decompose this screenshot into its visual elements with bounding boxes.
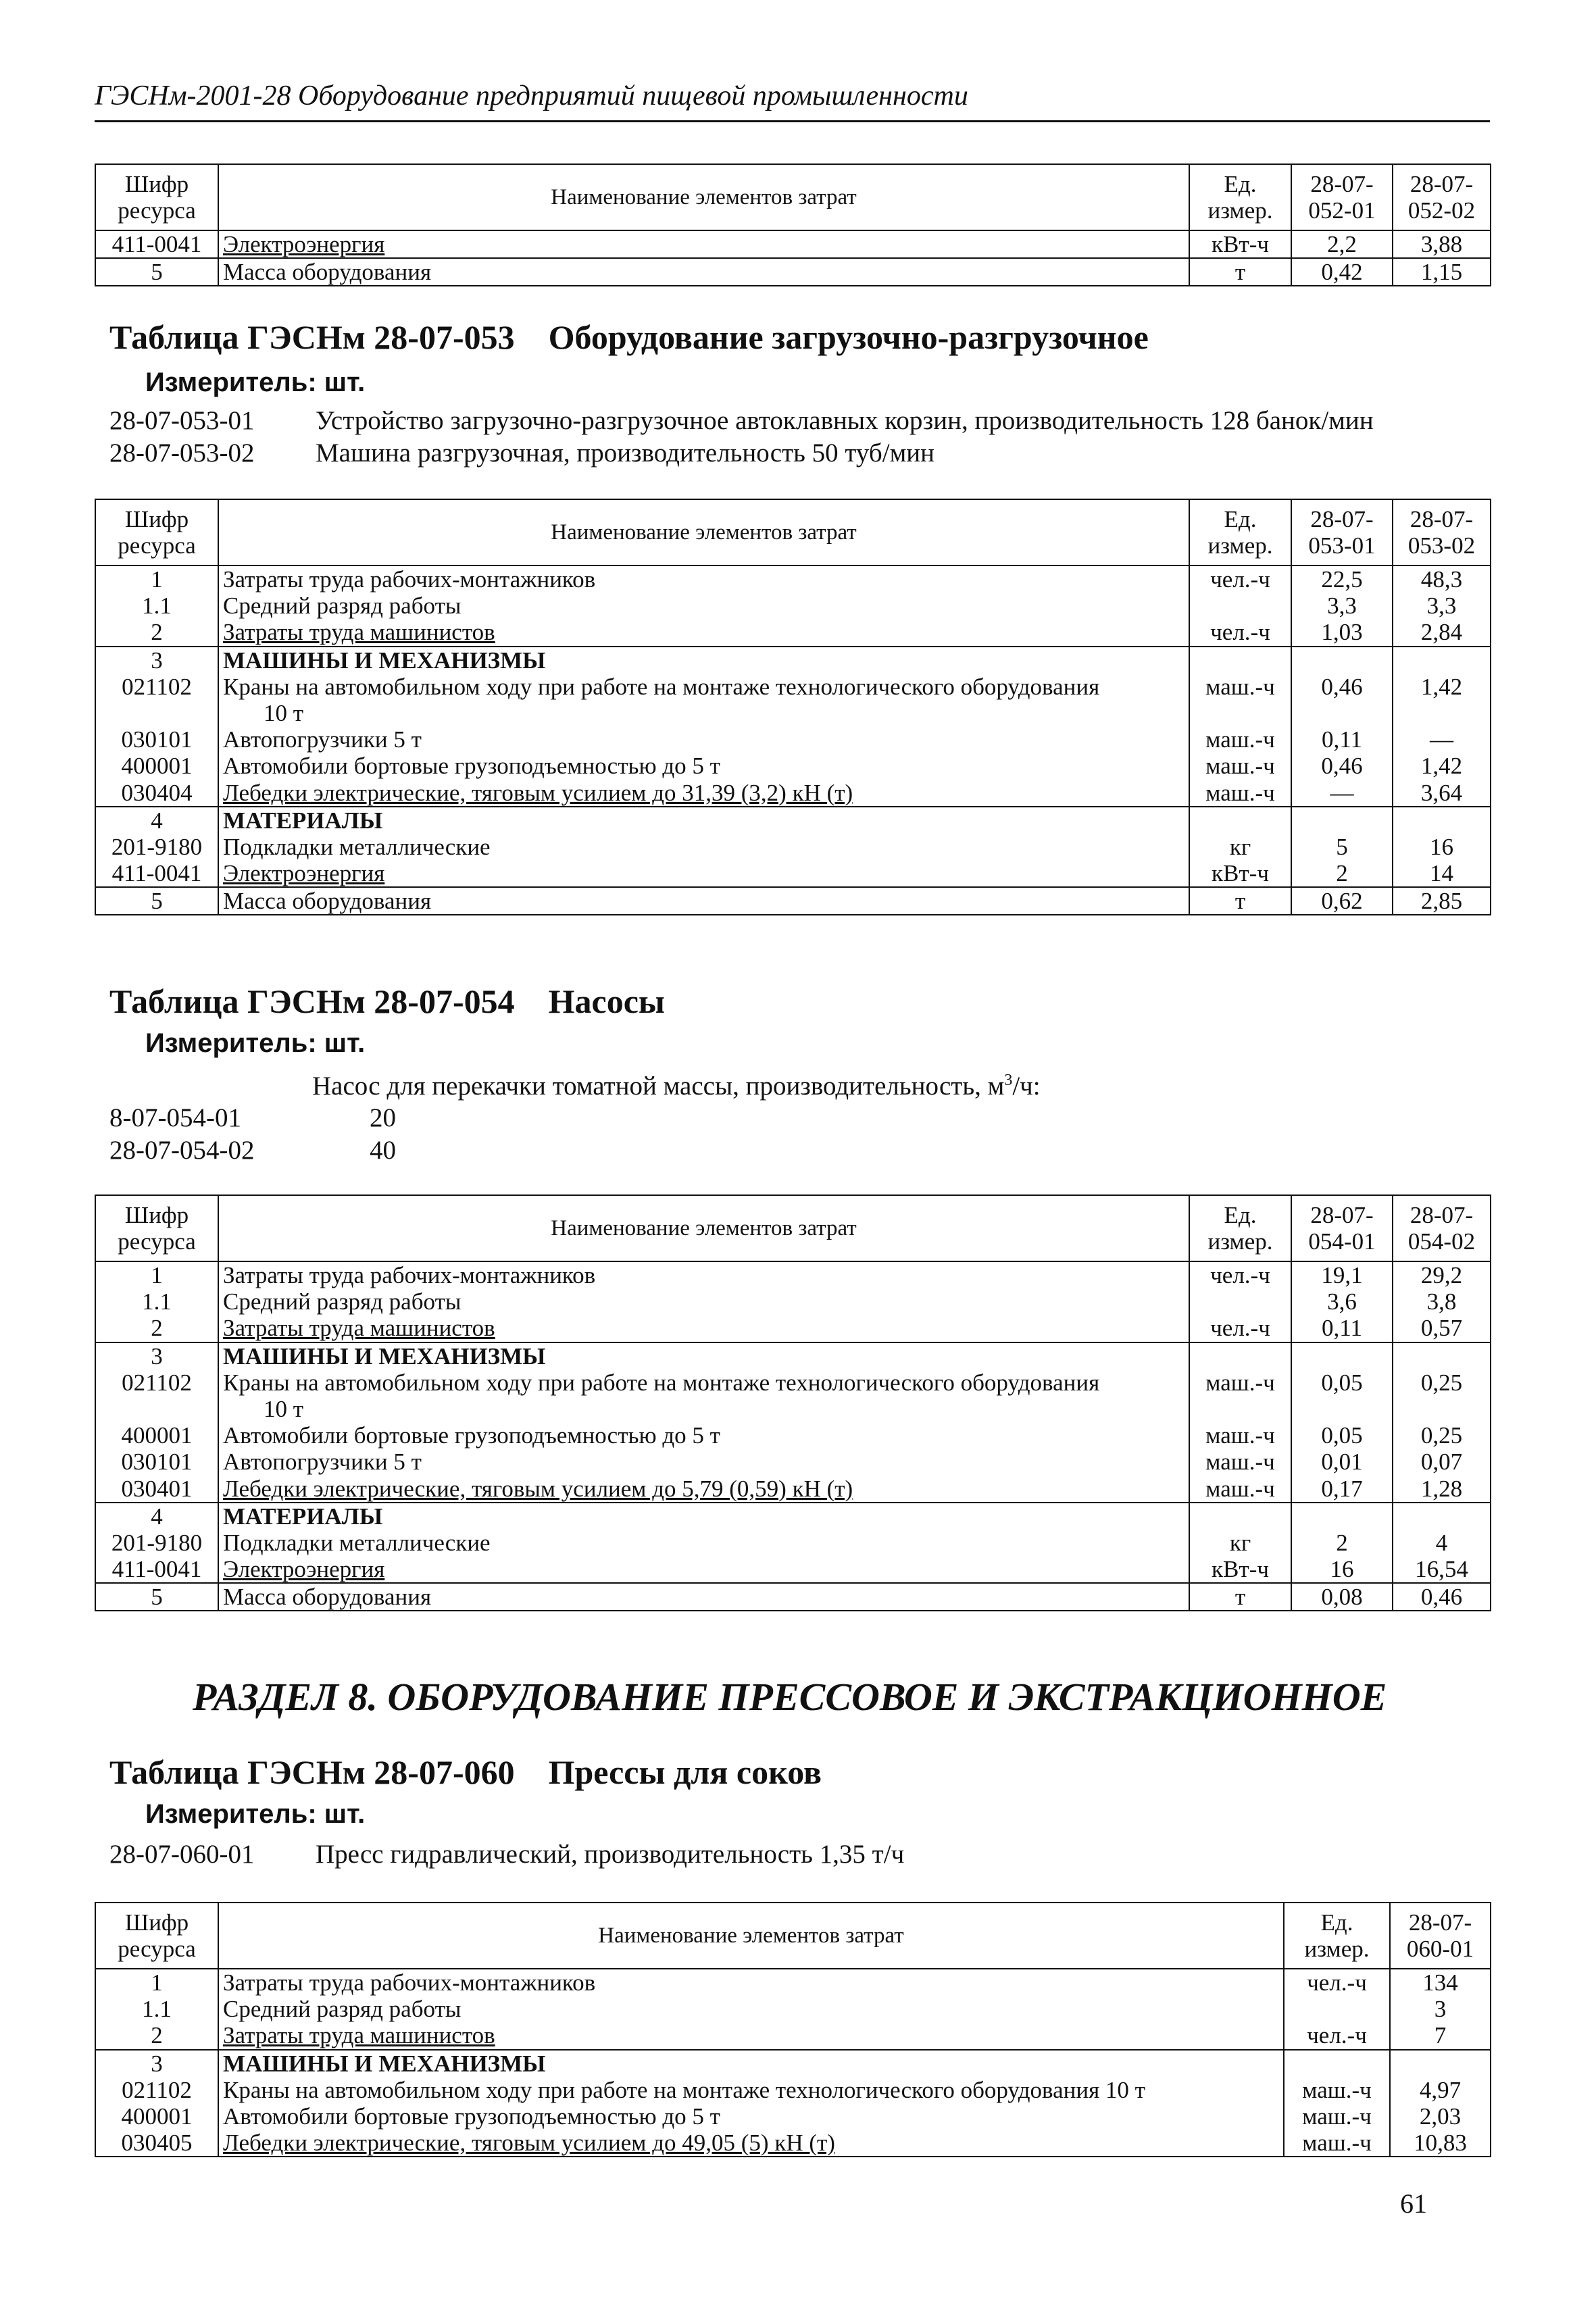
col-unit-header: Ед. измер. [1189,164,1291,230]
row-code: 400001 [95,1422,218,1449]
row-value-1 [1291,647,1393,674]
col-code-header: Шифр ресурса [95,1903,218,1969]
row-code: 4 [95,807,218,834]
col-code-header: Шифр ресурса [95,1195,218,1261]
table-row [95,887,1491,915]
table-row [95,780,1491,807]
row-unit: т [1189,1583,1291,1611]
row-code: 5 [95,887,218,915]
variant-text: Машина разгрузочная, производительность 50 туб/мин [316,438,935,468]
row-code: 030101 [95,1449,218,1475]
row-code: 021102 [95,1369,218,1422]
row-unit [1189,647,1291,674]
col-code-header: Шифр ресурса [95,499,218,565]
row-unit: кВт-ч [1189,860,1291,887]
row-name: Электроэнергия [218,860,1189,887]
table-row [95,2022,1491,2049]
row-name: Лебедки электрические, тяговым усилием до 49,05 (5) кН (т) [218,2130,1284,2157]
row-unit: маш.-ч [1189,1476,1291,1503]
table-053-meter: Измеритель: шт. [145,368,366,397]
row-name: Автомобили бортовые грузоподъемностью до 5 т [218,753,1189,779]
table-row [95,1476,1491,1503]
col-v2-header: 28-07- 053-02 [1393,499,1491,565]
col-unit-header: Ед. измер. [1189,499,1291,565]
table-054-name: Насосы [548,982,665,1020]
row-value-1: 0,11 [1291,726,1393,753]
row-code: 5 [95,1583,218,1611]
row-value-1: 0,05 [1291,1369,1393,1422]
table-060 [95,1902,1491,2157]
row-value-2: 16 [1393,834,1491,860]
table-row [95,2050,1491,2077]
variant-line [109,405,1374,436]
row-code: 201-9180 [95,1530,218,1556]
row-unit: маш.-ч [1189,753,1291,779]
row-name: Лебедки электрические, тяговым усилием до 5,79 (0,59) кН (т) [218,1476,1189,1503]
table-row [95,2130,1491,2157]
row-code: 1.1 [95,1996,218,2022]
row-code: 021102 [95,674,218,726]
row-value-2 [1393,1342,1491,1369]
col-name-header: Наименование элементов затрат [218,164,1189,230]
row-unit: маш.-ч [1189,1422,1291,1449]
row-code: 2 [95,2022,218,2049]
variant-line [109,1135,396,1165]
table-row [95,1996,1491,2022]
table-row [95,674,1491,726]
row-value-2: 0,25 [1393,1369,1491,1422]
table-053-title [109,318,1149,357]
variant-line [109,1103,396,1133]
row-value-2: 1,28 [1393,1476,1491,1503]
row-value-1: 0,62 [1291,887,1393,915]
table-060-title [109,1753,822,1792]
row-value-1: — [1291,780,1393,807]
row-unit: маш.-ч [1189,1369,1291,1422]
row-code: 411-0041 [95,230,218,258]
row-value-1: 0,46 [1291,674,1393,726]
header-rule [95,120,1490,122]
row-name: Электроэнергия [218,230,1189,258]
row-name: Затраты труда рабочих-монтажников [218,1969,1284,1996]
table-row [95,1288,1491,1315]
row-unit: кг [1189,1530,1291,1556]
table-header-row [95,164,1491,230]
row-unit: кВт-ч [1189,1556,1291,1583]
row-unit [1189,1288,1291,1315]
table-060-name: Прессы для соков [548,1753,822,1791]
row-value-2 [1393,807,1491,834]
variant-code: 28-07-053-01 [109,406,255,435]
row-unit: кВт-ч [1189,230,1291,258]
row-unit: маш.-ч [1284,2103,1390,2130]
row-name: Средний разряд работы [218,1288,1189,1315]
row-value-1: 0,01 [1291,1449,1393,1475]
variant-code: 28-07-053-02 [109,438,255,468]
row-unit: чел.-ч [1189,1261,1291,1288]
table-row [95,1261,1491,1288]
row-value-1: 2,03 [1390,2103,1491,2130]
col-v1-header: 28-07- 052-01 [1291,164,1393,230]
col-name-header: Наименование элементов затрат [218,1903,1284,1969]
row-unit: чел.-ч [1189,619,1291,646]
row-value-2: 3,8 [1393,1288,1491,1315]
row-unit: т [1189,887,1291,915]
row-code: 030405 [95,2130,218,2157]
variant-text: 40 [370,1136,396,1165]
table-row [95,834,1491,860]
row-value-1: 0,42 [1291,258,1393,286]
variant-code: 8-07-054-01 [109,1103,241,1132]
row-value-2: 16,54 [1393,1556,1491,1583]
row-name: Затраты труда машинистов [218,1315,1189,1342]
table-row [95,647,1491,674]
row-value-1 [1291,807,1393,834]
row-name: Подкладки металлические [218,834,1189,860]
row-code: 1.1 [95,1288,218,1315]
row-value-1 [1291,1342,1393,1369]
row-code: 201-9180 [95,834,218,860]
row-unit: т [1189,258,1291,286]
row-code: 411-0041 [95,1556,218,1583]
table-060-meter: Измеритель: шт. [145,1799,366,1829]
row-value-1: 3,6 [1291,1288,1393,1315]
row-name: Затраты труда машинистов [218,2022,1284,2049]
row-code: 1 [95,1969,218,1996]
row-code: 411-0041 [95,860,218,887]
row-value-1: 3,3 [1291,593,1393,619]
table-row [95,619,1491,646]
row-value-2: 2,84 [1393,619,1491,646]
row-value-1: 3 [1390,1996,1491,2022]
col-v1-header: 28-07- 060-01 [1390,1903,1491,1969]
row-name: Автопогрузчики 5 т [218,1449,1189,1475]
table-header-row [95,499,1491,565]
row-code: 400001 [95,2103,218,2130]
row-name: Краны на автомобильном ходу при работе на монтаже технологического оборудования 10 т [218,2077,1284,2103]
row-value-2: 0,25 [1393,1422,1491,1449]
col-unit-header: Ед. измер. [1284,1903,1390,1969]
row-value-2: 1,15 [1393,258,1491,286]
table-row [95,593,1491,619]
row-name: Средний разряд работы [218,593,1189,619]
row-value-1: 16 [1291,1556,1393,1583]
variant-text: Устройство загрузочно-разгрузочное автоклавных корзин, производительность 128 банок/мин [316,406,1374,435]
table-row [95,1369,1491,1422]
row-unit [1189,593,1291,619]
row-name: Масса оборудования [218,887,1189,915]
row-value-1: 1,03 [1291,619,1393,646]
row-value-1: 0,08 [1291,1583,1393,1611]
row-name: Подкладки металлические [218,1530,1189,1556]
row-value-1: 22,5 [1291,565,1393,593]
table-row [95,258,1491,286]
row-unit: маш.-ч [1284,2130,1390,2157]
row-group-name: МАТЕРИАЛЫ [218,1503,1189,1530]
row-name: Затраты труда рабочих-монтажников [218,1261,1189,1288]
col-name-header: Наименование элементов затрат [218,499,1189,565]
table-row [95,565,1491,593]
table-row [95,1315,1491,1342]
row-name: Электроэнергия [218,1556,1189,1583]
table-header-row [95,1195,1491,1261]
row-value-2: 0,07 [1393,1449,1491,1475]
row-code: 021102 [95,2077,218,2103]
row-name: Средний разряд работы [218,1996,1284,2022]
table-row [95,230,1491,258]
row-value-1: 134 [1390,1969,1491,1996]
row-value-1: 4,97 [1390,2077,1491,2103]
row-name: Масса оборудования [218,258,1189,286]
row-value-2: 4 [1393,1530,1491,1556]
row-value-1 [1390,2050,1491,2077]
row-value-2: 29,2 [1393,1261,1491,1288]
row-name: Масса оборудования [218,1583,1189,1611]
variant-line [109,1839,904,1869]
section-title: РАЗДЕЛ 8. ОБОРУДОВАНИЕ ПРЕССОВОЕ И ЭКСТРАКЦИОННОЕ [193,1675,1387,1719]
row-value-2: 3,88 [1393,230,1491,258]
row-value-1: 5 [1291,834,1393,860]
row-value-1: 0,05 [1291,1422,1393,1449]
row-value-2: 1,42 [1393,674,1491,726]
table-row [95,1969,1491,1996]
table-row [95,753,1491,779]
row-code: 2 [95,1315,218,1342]
row-code: 1 [95,1261,218,1288]
row-unit [1189,807,1291,834]
table-header-row [95,1903,1491,1969]
row-name: Лебедки электрические, тяговым усилием до 31,39 (3,2) кН (т) [218,780,1189,807]
row-group-name: МАШИНЫ И МЕХАНИЗМЫ [218,2050,1284,2077]
row-name: Затраты труда рабочих-монтажников [218,565,1189,593]
row-unit [1284,1996,1390,2022]
col-name-header: Наименование элементов затрат [218,1195,1189,1261]
row-unit: маш.-ч [1189,674,1291,726]
row-value-2: 0,46 [1393,1583,1491,1611]
row-value-1: 0,11 [1291,1315,1393,1342]
row-unit: чел.-ч [1284,1969,1390,1996]
row-unit: чел.-ч [1189,565,1291,593]
row-value-1: 10,83 [1390,2130,1491,2157]
table-row [95,860,1491,887]
col-v2-header: 28-07- 052-02 [1393,164,1491,230]
variant-code: 28-07-060-01 [109,1840,255,1869]
row-code: 1 [95,565,218,593]
page-number: 61 [1400,2188,1427,2219]
variant-text: 20 [370,1103,396,1132]
table-row [95,1449,1491,1475]
row-name: Автомобили бортовые грузоподъемностью до 5 т [218,2103,1284,2130]
row-group-name: МАШИНЫ И МЕХАНИЗМЫ [218,1342,1189,1369]
row-unit [1284,2050,1390,2077]
row-value-1: 2 [1291,860,1393,887]
col-v1-header: 28-07- 054-01 [1291,1195,1393,1261]
col-unit-header: Ед. измер. [1189,1195,1291,1261]
row-unit: чел.-ч [1284,2022,1390,2049]
row-value-1: 19,1 [1291,1261,1393,1288]
col-code-header: Шифр ресурса [95,164,218,230]
row-code: 4 [95,1503,218,1530]
table-054 [95,1194,1491,1611]
table-060-code: Таблица ГЭСНм 28-07-060 [109,1753,515,1791]
row-value-2: 3,64 [1393,780,1491,807]
row-value-1: 0,17 [1291,1476,1393,1503]
row-value-2: 2,85 [1393,887,1491,915]
row-value-1 [1291,1503,1393,1530]
row-name: Автомобили бортовые грузоподъемностью до 5 т [218,1422,1189,1449]
table-053-name: Оборудование загрузочно-разгрузочное [548,318,1149,356]
row-value-1: 2,2 [1291,230,1393,258]
table-row [95,1422,1491,1449]
table-row [95,807,1491,834]
table-054-intro: Насос для перекачки томатной массы, производительность, $м^3/ч$: [312,1072,1041,1101]
table-054-title [109,982,665,1021]
row-code: 400001 [95,753,218,779]
row-value-1: 0,46 [1291,753,1393,779]
col-v2-header: 28-07- 054-02 [1393,1195,1491,1261]
row-value-2: 0,57 [1393,1315,1491,1342]
row-value-2: 48,3 [1393,565,1491,593]
row-code: 3 [95,1342,218,1369]
table-row [95,1530,1491,1556]
table-row [95,1583,1491,1611]
row-code: 030401 [95,1476,218,1503]
table-054-meter: Измеритель: шт. [145,1028,366,1058]
row-name: Затраты труда машинистов [218,619,1189,646]
variant-line [109,438,934,468]
row-code: 030101 [95,726,218,753]
variant-text: Пресс гидравлический, производительность 1,35 т/ч [316,1840,905,1869]
table-row [95,2077,1491,2103]
row-unit [1189,1503,1291,1530]
row-name: Краны на автомобильном ходу при работе на монтаже технологического оборудования 10 т [218,1369,1189,1422]
row-value-2: 3,3 [1393,593,1491,619]
row-code: 1.1 [95,593,218,619]
table-row [95,2103,1491,2130]
row-group-name: МАШИНЫ И МЕХАНИЗМЫ [218,647,1189,674]
table-row [95,1342,1491,1369]
running-header: ГЭСНм-2001-28 Оборудование предприятий пищевой промышленности [95,80,968,111]
row-value-2: — [1393,726,1491,753]
row-unit: чел.-ч [1189,1315,1291,1342]
table-053-code: Таблица ГЭСНм 28-07-053 [109,318,515,356]
table-054-code: Таблица ГЭСНм 28-07-054 [109,982,515,1020]
row-code: 3 [95,647,218,674]
row-unit: маш.-ч [1284,2077,1390,2103]
row-code: 2 [95,619,218,646]
row-name: Автопогрузчики 5 т [218,726,1189,753]
table-053 [95,499,1491,915]
row-value-2: 1,42 [1393,753,1491,779]
row-value-1: 2 [1291,1530,1393,1556]
row-value-2 [1393,1503,1491,1530]
row-unit [1189,1342,1291,1369]
row-value-1: 7 [1390,2022,1491,2049]
row-value-2 [1393,647,1491,674]
row-code: 030404 [95,780,218,807]
table-052 [95,164,1491,286]
row-unit: кг [1189,834,1291,860]
table-row [95,1503,1491,1530]
row-code: 3 [95,2050,218,2077]
row-unit: маш.-ч [1189,1449,1291,1475]
variant-code: 28-07-054-02 [109,1136,255,1165]
row-value-2: 14 [1393,860,1491,887]
row-unit: маш.-ч [1189,726,1291,753]
table-row [95,726,1491,753]
row-unit: маш.-ч [1189,780,1291,807]
row-group-name: МАТЕРИАЛЫ [218,807,1189,834]
col-v1-header: 28-07- 053-01 [1291,499,1393,565]
table-row [95,1556,1491,1583]
row-name: Краны на автомобильном ходу при работе на монтаже технологического оборудования 10 т [218,674,1189,726]
row-code: 5 [95,258,218,286]
